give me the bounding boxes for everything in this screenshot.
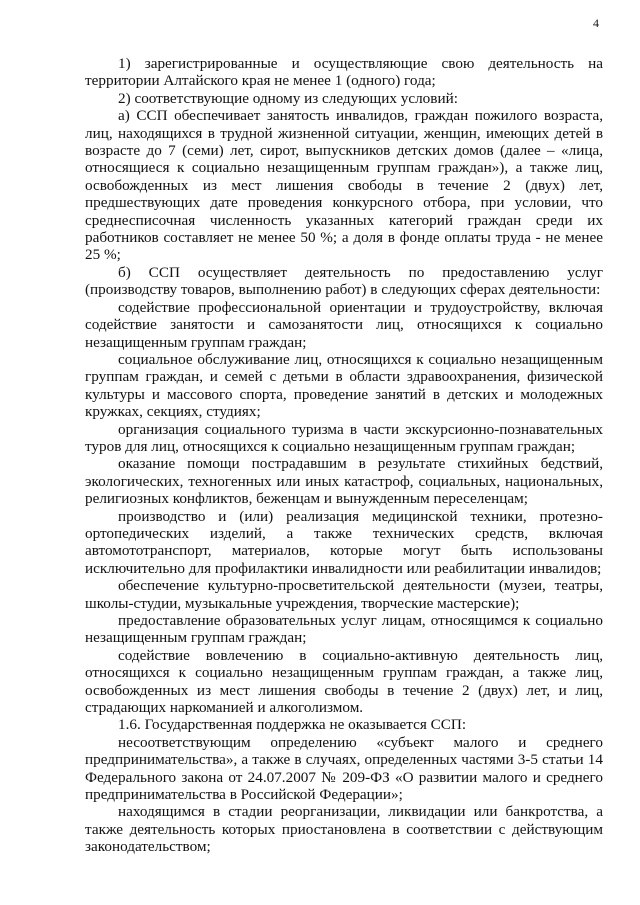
paragraph-social-services: социальное обслуживание лиц, относящихся к социально незащищенным группам граждан, и семей с детьми в области здравоохранения, физической культуры и массового спорта, проведение занятий в детских и молодежных кружках, секциях, студиях; — [85, 350, 603, 421]
paragraph-cultural-activity: обеспечение культурно-просветительской деятельности (музеи, театры, школы-студии, музыкальные учреждения, творческие мастерские); — [85, 577, 603, 612]
paragraph-social-involvement: содействие вовлечению в социально-активную деятельность лиц, относящихся к социально незащищенным группам граждан, а также лиц, освобожденных из мест лишения свободы в течение 2 (двух) лет, и лиц, страдающих наркоманией и алкоголизмом. — [85, 646, 603, 717]
paragraph-section-1-6: 1.6. Государственная поддержка не оказывается ССП: — [118, 716, 467, 734]
paragraph-medical-equipment: производство и (или) реализация медицинской техники, протезно-ортопедических изделий, а также технических средств, включая автомототранспорт, материалов, которые могут быть использованы исключительно для профилактики инвалидности или реабилитации инвалидов; — [85, 507, 603, 577]
paragraph-not-smb: несоответствующим определению «субъект малого и среднего предпринимательства», а также в случаях, определенных частями 3-5 статьи 14 Федерального закона от 24.07.2007 № 209-ФЗ «О развитии малого и среднего предпринимательства в Российской Федерации»; — [85, 733, 603, 804]
page-number: 4 — [593, 16, 599, 30]
paragraph-educational-services: предоставление образовательных услуг лицам, относящимся к социально незащищенным группам граждан; — [85, 612, 603, 647]
paragraph-item-2-conditions: 2) соответствующие одному из следующих условий: — [118, 89, 458, 107]
paragraph-social-tourism: организация социального туризма в части экскурсионно-познавательных туров для лиц, относящихся к социально незащищенным группам граждан; — [85, 420, 603, 455]
paragraph-item-1-registered: 1) зарегистрированные и осуществляющие свою деятельность на территории Алтайского края не менее 1 (одного) года; — [85, 55, 603, 90]
paragraph-condition-b-services: б) ССП осуществляет деятельность по предоставлению услуг (производству товаров, выполнению работ) в следующих сферах деятельности: — [85, 263, 603, 299]
paragraph-condition-a-employment: а) ССП обеспечивает занятость инвалидов, граждан пожилого возраста, лиц, находящихся в трудной жизненной ситуации, женщин, имеющих детей в возрасте до 7 (семи) лет, сирот, выпускников детских домов (далее – «лица, относящиеся к социально незащищенным группам граждан»), а также лиц, освобожденных из мест лишения свободы в течение 2 (двух) лет, предшествующих дате проведения конкурсного отбора, при условии, что среднесписочная численность указанных категорий граждан среди их работников составляет не менее 50 %; а доля в фонде оплаты труда - не менее 25 %; — [85, 107, 603, 264]
paragraph-disaster-assistance: оказание помощи пострадавшим в результате стихийных бедствий, экологических, техногенных или иных катастроф, социальных, национальных, религиозных конфликтов, беженцам и вынужденным переселенцам; — [85, 455, 603, 508]
document-body — [85, 55, 603, 856]
paragraph-reorganization: находящимся в стадии реорганизации, ликвидации или банкротства, а также деятельность которых приостановлена в соответствии с действующим законодательством; — [85, 803, 603, 856]
paragraph-career-guidance: содействие профессиональной ориентации и трудоустройству, включая содействие занятости и самозанятости лиц, относящихся к социально незащищенным группам граждан; — [85, 298, 603, 351]
